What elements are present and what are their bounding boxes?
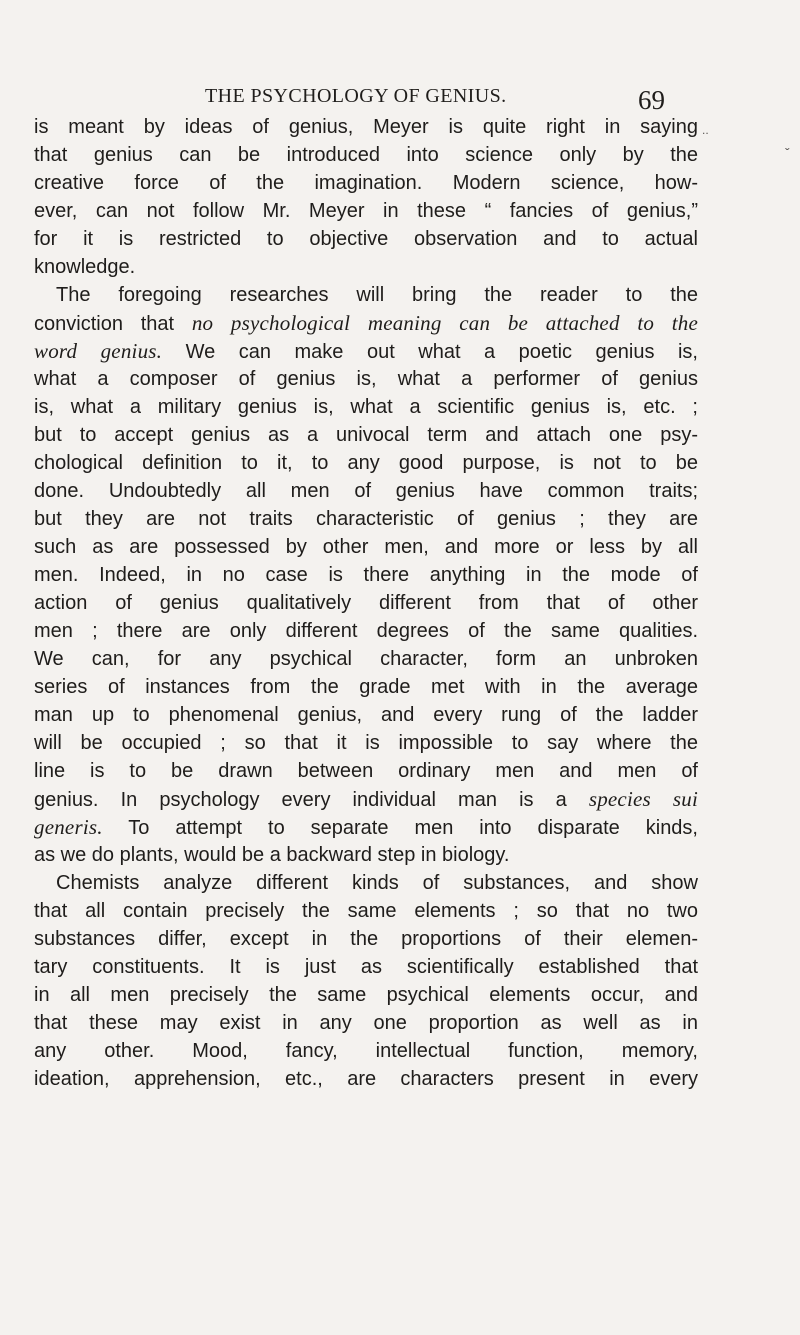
text-line: ever, can not follow Mr. Meyer in these “ fancies of genius,” bbox=[34, 200, 698, 222]
text-line: line is to be drawn between ordinary men and men of bbox=[34, 760, 698, 782]
text-line: that these may exist in any one proportion as well as in bbox=[34, 1012, 698, 1034]
text-span: To attempt to separate men into disparate kinds, bbox=[102, 817, 698, 839]
text-line: ideation, apprehension, etc., are characters present in every bbox=[34, 1068, 698, 1090]
text-line: is meant by ideas of genius, Meyer is quite right in saying bbox=[34, 116, 698, 138]
text-line bbox=[34, 813, 698, 841]
text-line: action of genius qualitatively different from that of other bbox=[34, 592, 698, 614]
text-line: in all men precisely the same psychical elements occur, and bbox=[34, 984, 698, 1006]
text-line bbox=[34, 337, 698, 365]
text-line: that genius can be introduced into science only by the bbox=[34, 144, 698, 166]
text-line: tary constituents. It is just as scientifically established that bbox=[34, 956, 698, 978]
text-span: conviction that bbox=[34, 313, 192, 335]
text-line: for it is restricted to objective observation and to actual bbox=[34, 228, 698, 250]
text-line: Chemists analyze different kinds of substances, and show bbox=[56, 872, 698, 894]
text-line: men. Indeed, in no case is there anything in the mode of bbox=[34, 564, 698, 586]
text-line: series of instances from the grade met with in the average bbox=[34, 676, 698, 698]
text-line: knowledge. bbox=[34, 256, 136, 278]
text-line: men ; there are only different degrees of the same qualities. bbox=[34, 620, 698, 642]
running-head bbox=[0, 84, 800, 114]
text-line: but to accept genius as a univocal term and attach one psy- bbox=[34, 424, 698, 446]
italic-span: no psychological meaning can be attached to the bbox=[191, 311, 698, 335]
text-line: chological definition to it, to any good purpose, is not to be bbox=[34, 452, 698, 474]
text-line bbox=[34, 785, 698, 813]
text-span: genius. In psychology every individual man is a bbox=[34, 789, 589, 811]
italic-span: generis. bbox=[34, 815, 103, 839]
italic-span: word genius. bbox=[34, 339, 163, 363]
text-line: We can, for any psychical character, form an unbroken bbox=[34, 648, 698, 670]
text-line: that all contain precisely the same elements ; so that no two bbox=[34, 900, 698, 922]
text-line: creative force of the imagination. Modern science, how- bbox=[34, 172, 698, 194]
text-line: man up to phenomenal genius, and every rung of the ladder bbox=[34, 704, 698, 726]
text-span: We can make out what a poetic genius is, bbox=[162, 341, 698, 363]
text-line bbox=[34, 309, 698, 337]
page-number: 69 bbox=[638, 85, 665, 115]
margin-tick: ˇ bbox=[785, 145, 790, 161]
text-line: The foregoing researches will bring the reader to the bbox=[56, 284, 698, 306]
italic-span: species sui bbox=[588, 787, 698, 811]
text-line: what a composer of genius is, what a performer of genius bbox=[34, 368, 698, 390]
text-line: substances differ, except in the proportions of their elemen- bbox=[34, 928, 698, 950]
text-line: as we do plants, would be a backward step in biology. bbox=[34, 844, 510, 866]
text-line: done. Undoubtedly all men of genius have common traits; bbox=[34, 480, 698, 502]
text-line: any other. Mood, fancy, intellectual function, memory, bbox=[34, 1040, 698, 1062]
text-line: but they are not traits characteristic of genius ; they are bbox=[34, 508, 698, 530]
running-title: THE PSYCHOLOGY OF GENIUS. bbox=[205, 85, 507, 107]
text-line: will be occupied ; so that it is impossible to say where the bbox=[34, 732, 698, 754]
text-line: such as are possessed by other men, and more or less by all bbox=[34, 536, 698, 558]
body-text bbox=[34, 113, 698, 1093]
text-line: is, what a military genius is, what a scientific genius is, etc. ; bbox=[34, 396, 698, 418]
margin-mark: .. bbox=[702, 123, 709, 137]
